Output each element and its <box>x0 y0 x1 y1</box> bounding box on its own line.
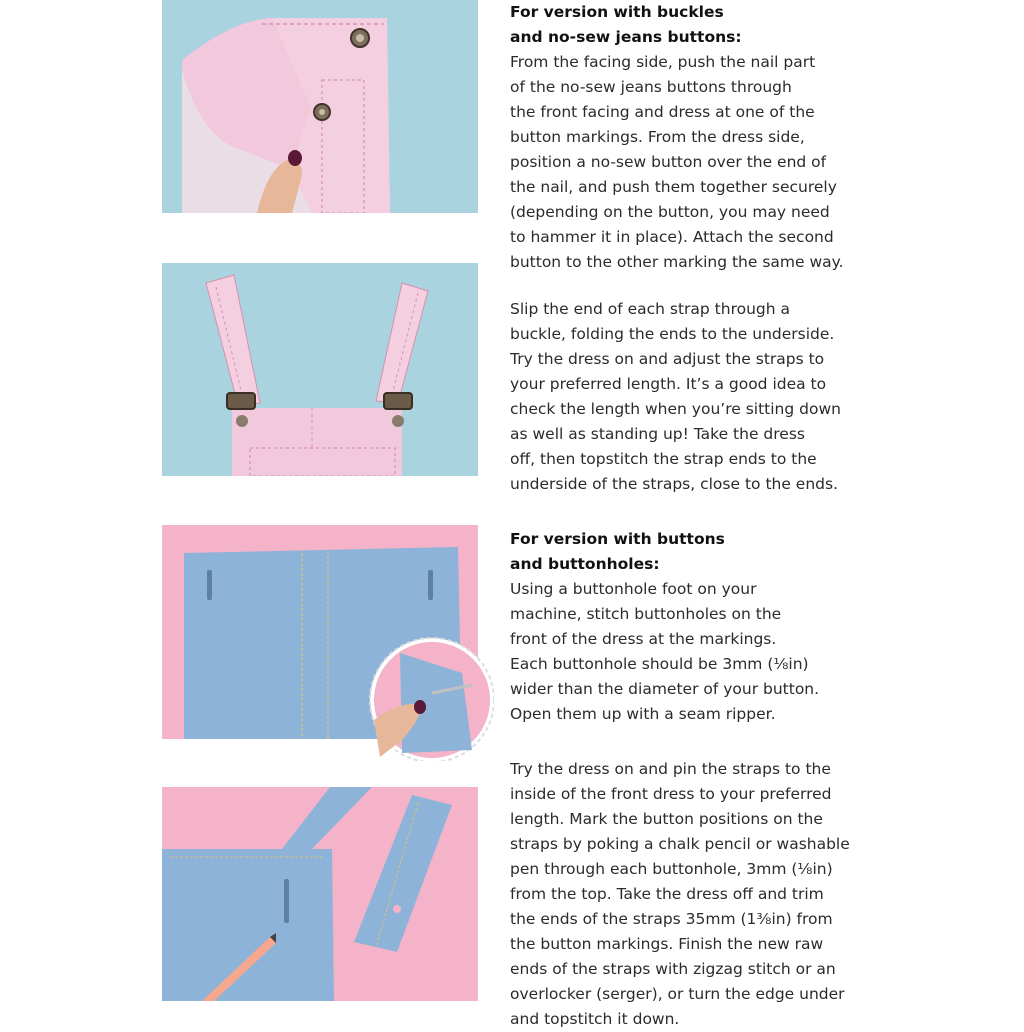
photo-denim-straps-pencil <box>162 787 478 1001</box>
photo-pink-straps-buckles <box>162 263 478 476</box>
section-buckles-heading: For version with buckles and no-sew jeans buttons: <box>510 3 742 46</box>
section-buttonholes <box>510 527 880 1032</box>
section-buckles-paragraph-2: Slip the end of each strap through a buckle, folding the ends to the underside. Try the dress on and adjust the straps to your preferred length. It’s a good idea to check the length when you’re sitting down as well as standing up! Take the dress off, then topstitch the strap ends to the underside of the straps, close to the ends. <box>510 300 841 493</box>
section-buckles-paragraph-1: From the facing side, push the nail part of the no-sew jeans buttons through the front facing and dress at one of the button markings. From the dress side, position a no-sew button over the end of the nail, and push them together securely (depending on the button, you may need to hammer it in place). Attach the second button to the other marking the same way. <box>510 53 844 271</box>
section-buckles <box>510 0 880 497</box>
section-buttonholes-paragraph-1: Using a buttonhole foot on your machine, stitch buttonholes on the front of the dress at the markings. Each buttonhole should be 3mm (⅛in) wider than the diameter of your button. Open them up with a seam ripper. <box>510 580 820 723</box>
section-buttonholes-heading: For version with buttons and buttonholes: <box>510 530 725 573</box>
photo-pink-facing-button <box>162 0 478 213</box>
section-buttonholes-paragraph-2: Try the dress on and pin the straps to the inside of the front dress to your preferred length. Mark the button positions on the straps by poking a chalk pencil or washable pen through each buttonhole, 3mm (⅛in) from the top. Take the dress off and trim the ends of the straps 35mm (1⅜in) from the button markings. Finish the new raw ends of the straps with zigzag stitch or an overlocker (serger), or turn the edge under and topstitch it down. <box>510 760 850 1028</box>
photo-denim-buttonholes <box>162 525 494 761</box>
